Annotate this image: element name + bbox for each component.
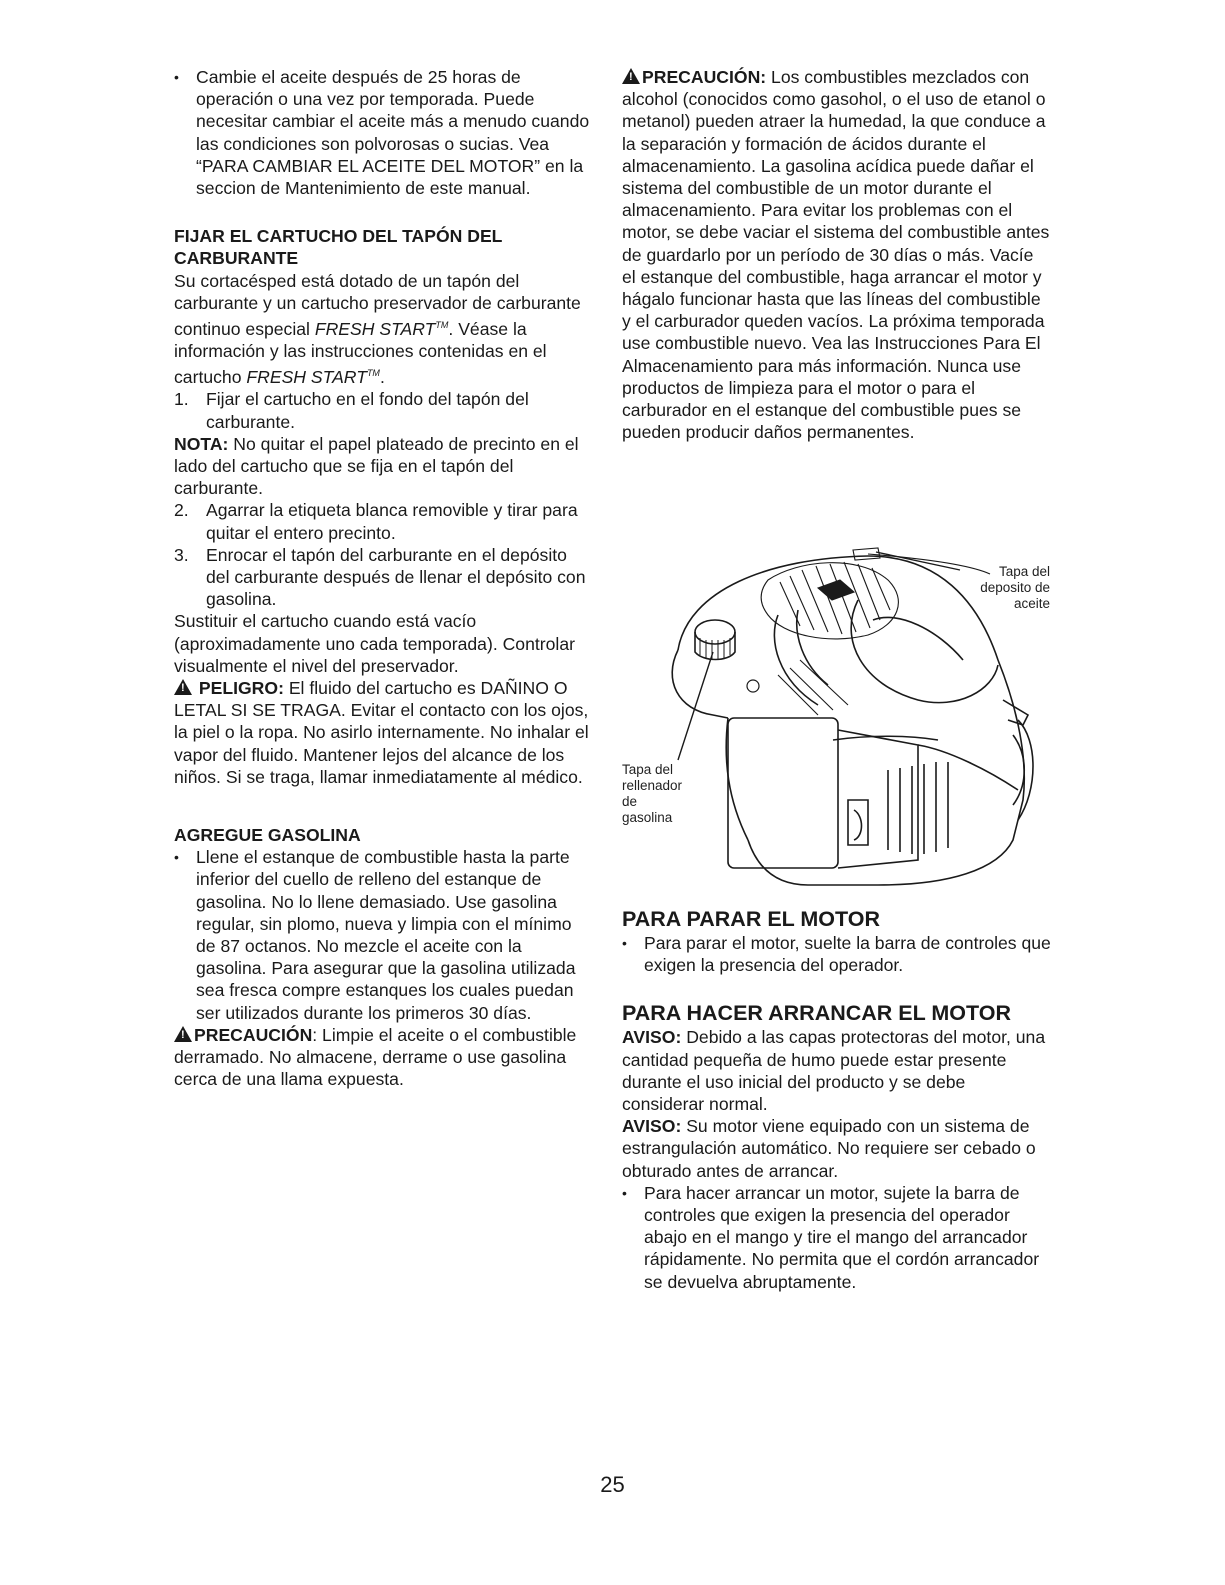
stop-engine-bullet: • Para parar el motor, suelte la barra de controles que exigen la presencia del operador.: [622, 932, 1052, 976]
fuel-cap-label: Tapa del rellenador de gasolina: [622, 762, 683, 825]
add-fuel-bullet: • Llene el estanque de combustible hasta la parte inferior del cuello de relleno del estanque de gasolina. No lo llene demasiado. Use gasolina regular, sin plomo, nueva y limpia con el mínimo de 87 octanos. No mezcle el aceite con la gasolina. Para asegurar que la gasolina utilizada sea fresca compre estanques los cuales puedan ser utilizados durante los primeros 30 días.: [174, 846, 594, 1024]
warning-icon: [174, 679, 192, 695]
step-1: 1. Fijar el cartucho en el fondo del tapón del carburante.: [174, 389, 529, 432]
oil-change-bullet: • Cambie el aceite después de 25 horas de operación o una vez por temporada. Puede necesitar cambiar el aceite más a menudo cuando las condiciones son polvorosas o sucias. Vea “PARA CAMBIAR EL ACEITE DEL MOTOR” en la seccion de Mantenimiento de este manual.: [174, 66, 594, 199]
right-column: [622, 66, 1052, 443]
left-column: [174, 66, 594, 1090]
start-engine-heading: PARA HACER ARRANCAR EL MOTOR: [622, 1001, 1011, 1026]
step-3: 3. Enrocar el tapón del carburante en el depósito del carburante después de llenar el depósito con gasolina.: [174, 544, 586, 610]
warning-icon: [622, 68, 640, 84]
engine-illustration: [618, 540, 1054, 890]
warning-icon: [174, 1026, 192, 1042]
stop-engine-heading: PARA PARAR EL MOTOR: [622, 907, 881, 931]
right-column-lower: [622, 906, 1052, 1293]
cartridge-intro: Su cortacésped está dotado de un tapón del carburante y un cartucho preservador de carburante continuo especial FRESH START™. Véase la información y las instrucciones contenidas en el cartucho FRESH START™.: [174, 270, 581, 388]
notice-choke: AVISO: Su motor viene equipado con un sistema de estrangulación automático. No requiere ser cebado o obturado antes de arrancar.: [622, 1116, 1036, 1181]
fuel-cap: [695, 620, 759, 692]
oil-cap-label: Tapa del deposito de aceite: [980, 564, 1050, 611]
add-fuel-heading: AGREGUE GASOLINA: [174, 825, 361, 846]
step-2: 2. Agarrar la etiqueta blanca removible y tirar para quitar el entero precinto.: [174, 500, 578, 543]
start-engine-bullet: • Para hacer arrancar un motor, sujete la barra de controles que exigen la presencia del operador abajo en el mango y tire el mango del arrancador rápidamente. No permita que el cordón arrancador se devuelva abruptamente.: [622, 1182, 1052, 1293]
notice-smoke: AVISO: Debido a las capas protectoras del motor, una cantidad pequeña de humo puede estar presente durante el uso inicial del producto y se debe considerar normal.: [622, 1027, 1046, 1115]
replace-cartridge-paragraph: Sustituir el cartucho cuando está vacío (aproximadamente uno cada temporada). Controlar visualmente el nivel del preservador.: [174, 611, 575, 676]
note-paragraph: NOTA: No quitar el papel plateado de precinto en el lado del cartucho que se fija en el tapón del carburante.: [174, 433, 579, 499]
page-number: 25: [600, 1472, 625, 1497]
fuel-cap-cartridge-heading: FIJAR EL CARTUCHO DEL TAPÓN DEL CARBURANTE: [174, 226, 503, 269]
alcohol-fuel-caution: !PRECAUCIÓN: Los combustibles mezclados con alcohol (conocidos como gasohol, o el uso de etanol o metanol) pueden atraer la humedad, la que conduce a la separación y formación de ácidos durante el almacenamiento. La gasolina acídica puede dañar el sistema del combustible de un motor durante el almacenamiento. Para evitar los problemas con el motor, se debe vaciar el sistema del combustible antes de guardarlo por un período de 30 días o más. Vacíe el estanque del combustible, haga arrancar el motor y hágalo funcionar hasta que las líneas del combustible y el carburador queden vacíos. La próxima temporada use combustible nuevo. Vea las Instrucciones Para El Almacenamiento para más información. Nunca use productos de limpieza para el motor o para el carburador en el estanque del combustible pues se pueden producir daños permanentes.: [622, 66, 1052, 443]
caution-paragraph: !PRECAUCIÓN: Limpie el aceite o el combustible derramado. No almacene, derrame o use gasolina cerca de una llama expuesta.: [174, 1024, 594, 1091]
danger-paragraph: ! PELIGRO: El fluido del cartucho es DAÑINO O LETAL SI SE TRAGA. Evitar el contacto con los ojos, la piel o la ropa. No asirlo internamente. No inhalar el vapor del fluido. Mantener lejos del alcance de los niños. Si se traga, llamar inmediatamente al médico.: [174, 677, 594, 788]
